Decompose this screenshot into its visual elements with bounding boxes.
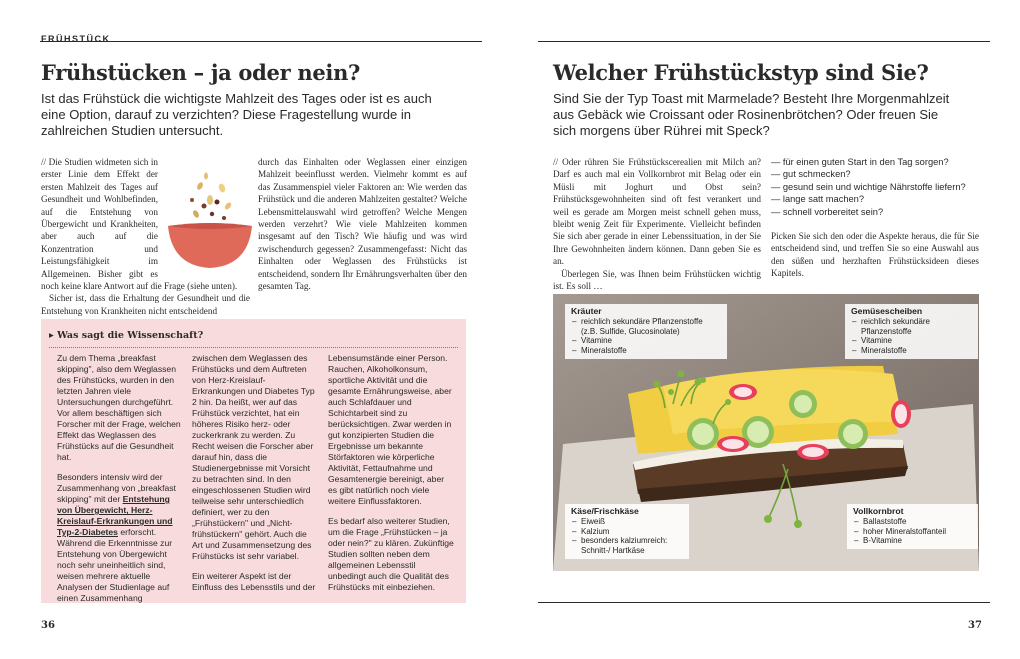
science-box-heading — [49, 330, 203, 341]
science-box-title: Was sagt die Wissenschaft? — [57, 330, 204, 341]
page-number-left: 36 — [41, 620, 55, 631]
list-item: — schnell vorbereitet sein? — [771, 206, 884, 217]
triangle-right-icon: ▸ — [49, 330, 54, 341]
lead-text-right: Sind Sie der Typ Toast mit Marmelade? Besteht Ihre Morgenmahlzeit aus Gebäck wie Croissant oder Rosinenbrötchen? Oder freuen Sie sich morgens über Rührei mit Speck? — [553, 91, 950, 138]
bottom-rule-right — [538, 602, 990, 603]
science-column-2: zwischen dem Weglassen des Frühstücks und dem Auftreten von Herz-Kreislauf-Erkrankungen und Diabetes Typ 2 hin. Da heißt, wer auf das Frühstück verzichtet, hat ein höheres Risiko herz- oder zuckerkrank zu werden. Zu Recht weisen die Forscher aber darauf hin, dass die Studienergebnisse mit Vorsicht zu betrachten sind. In den eingeschlossenen Studien wird teilweise sehr unterschiedlich definiert, wer zu den „Frühstückern" und „Nicht-frühstückern" gehört. Auch die Art und Zusammensetzung des Frühstücks ist sehr variabel. Ein weiterer Aspekt ist der Einfluss des Lebensstils und der — [192, 353, 316, 592]
body-column-left-2: durch das Einhalten oder Weglassen einer einzigen Mahlzeit beeinflusst werden. Vielmehr kommt es auf das Zusammenspiel vieler Faktoren an: Wie werden das Frühstück und die anderen Mahlzeiten gestaltet? Welche Lebensmittelauswahl wird getroffen? Welche Mengen werden verzehrt? Wie viele Mahlzeiten kommen insgesamt auf den Tisch? Wie häufig und was wird zwischendurch gegessen? Zusammengefasst: Nicht das Einhalten oder Weglassen des Frühstücks ist entscheidend, sondern Ihr Ernährungsverhalten über den gesamten Tag. — [258, 157, 467, 292]
science-column-3: Lebensumstände einer Person. Rauchen, Alkoholkonsum, sportliche Aktivität und die gesamte Ernährungsweise, aber auch Schlafdauer und Schichtarbeit sind zu berücksichtigen. Zwar werden in gut konzipierten Studien die Ergebnisse um bekannte Störfaktoren wie körperliche Aktivität, Fettaufnahme und Gesamtenergie bereinigt, aber es gibt natürlich noch viele weitere Einflussfaktoren. Es bedarf also weiterer Studien, um die Frage „Frühstücken – ja oder nein?" zu klären. Zukünftige Studien sollten neben dem allgemeinen Lebensstil unbedingt auch die Qualität des Frühstücks mit einbeziehen. — [328, 353, 454, 592]
list-item: — lange satt machen? — [771, 194, 865, 205]
page-title-left: Frühstücken – ja oder nein? — [41, 60, 361, 85]
list-item: — gut schmecken? — [771, 169, 851, 180]
lead-text-left: Ist das Frühstück die wichtigste Mahlzeit des Tages oder ist es auch eine Option, darauf zu verzichten? Diese Fragestellung wurde in zahlreichen Studien untersucht. — [41, 91, 432, 138]
label-gemuesescheiben: Gemüsescheiben – reichlich sekundäre Pflanzenstoffe – Vitamine – Mineralstoffe — [845, 304, 978, 359]
body-column-right-2 — [771, 156, 979, 280]
bowl-illustration — [162, 162, 254, 272]
dotted-divider — [49, 347, 458, 348]
list-item: — für einen guten Start in den Tag sorgen? — [771, 157, 949, 167]
body-column-left-1: // Die Studien widmeten sich in erster Linie dem Effekt der ersten Mahlzeit des Tages auf Gesundheit und Wohlbefinden, auf die Entstehung von Übergewicht und Krankheiten, aber auch auf die Konzentration und Leistungsfähigkeit im Allgemeinen. Bisher gibt es noch keine klare Antwort auf die Frage (siehe unten). Sicher ist, dass die Erhaltung der Gesundheit und die Entstehung von Krankheiten nicht entscheidend — [41, 156, 250, 317]
top-rule-right — [538, 41, 990, 42]
body-column-right-1: // Oder rühren Sie Frühstückscerealien mit Milch an? Darf es auch mal ein Vollkornbrot mit Belag oder ein Müsli mit Joghurt und Obst sein? Frühstücksgewohnheiten sind oft fest verankert und weil es gerade am Morgen meist schnell gehen muss, bleibt wenig Zeit für Experimente. Vielleicht befinden Sie sich aber gerade in einer Lebenssituation, in der Sie Ihre Gewohnheiten ändern können. Dann geben Sie es an. Überlegen Sie, was Ihnen beim Frühstücken wichtig ist. Es soll … — [553, 157, 761, 292]
question-list — [771, 156, 979, 218]
list-item: — gesund sein und wichtige Nährstoffe liefern? — [771, 181, 966, 192]
label-kaese: Käse/Frischkäse – Eiweiß – Kalzium – besonders kalziumreich: Schnitt-/ Hartkäse — [565, 504, 689, 559]
highlight-link: Entstehung von Übergewicht, Herz-Kreislauf-Erkrankungen und Typ-2-Diabetes — [57, 494, 173, 537]
label-kraeuter: Kräuter – reichlich sekundäre Pflanzenstoffe (z.B. Sulfide, Glucosinolate) – Vitamine – Mineralstoffe — [565, 304, 727, 359]
science-column-1: Zu dem Thema „breakfast skipping", also dem Weglassen des Frühstücks, wurden in den letzten Jahren viele Untersuchungen durchgeführt. Vor allem beschäftigen sich Forscher mit der Frage, welchen Effekt das Weglassen des Frühstücks auf die Gesundheit hat. Besonders intensiv wird der Zusammenhang von „breakfast skipping" mit der Entstehung von Übergewicht, Herz-Kreislauf-Erkrankungen und Typ-2-Diabetes erforscht. Während die Erkenntnisse zur Entstehung von Übergewicht noch sehr uneinheitlich sind, weisen mehrere aktuelle Analysen der Studienlage auf einen Zusammenhang — [57, 353, 181, 603]
science-info-box — [41, 319, 466, 603]
page-number-right: 37 — [968, 620, 982, 631]
label-vollkornbrot: Vollkornbrot – Ballaststoffe – hoher Mineralstoffanteil – B-Vitamine — [847, 504, 978, 549]
section-kicker: FRÜHSTÜCK — [41, 34, 111, 44]
sandwich-photo — [553, 294, 979, 571]
page-title-right: Welcher Frühstückstyp sind Sie? — [553, 60, 929, 85]
closing-paragraph: Picken Sie sich den oder die Aspekte heraus, die für Sie entscheidend sind, und treffen Sie so eine Auswahl aus den süßen und herzhaften Frühstücksideen dieses Kapitels. — [771, 231, 979, 279]
